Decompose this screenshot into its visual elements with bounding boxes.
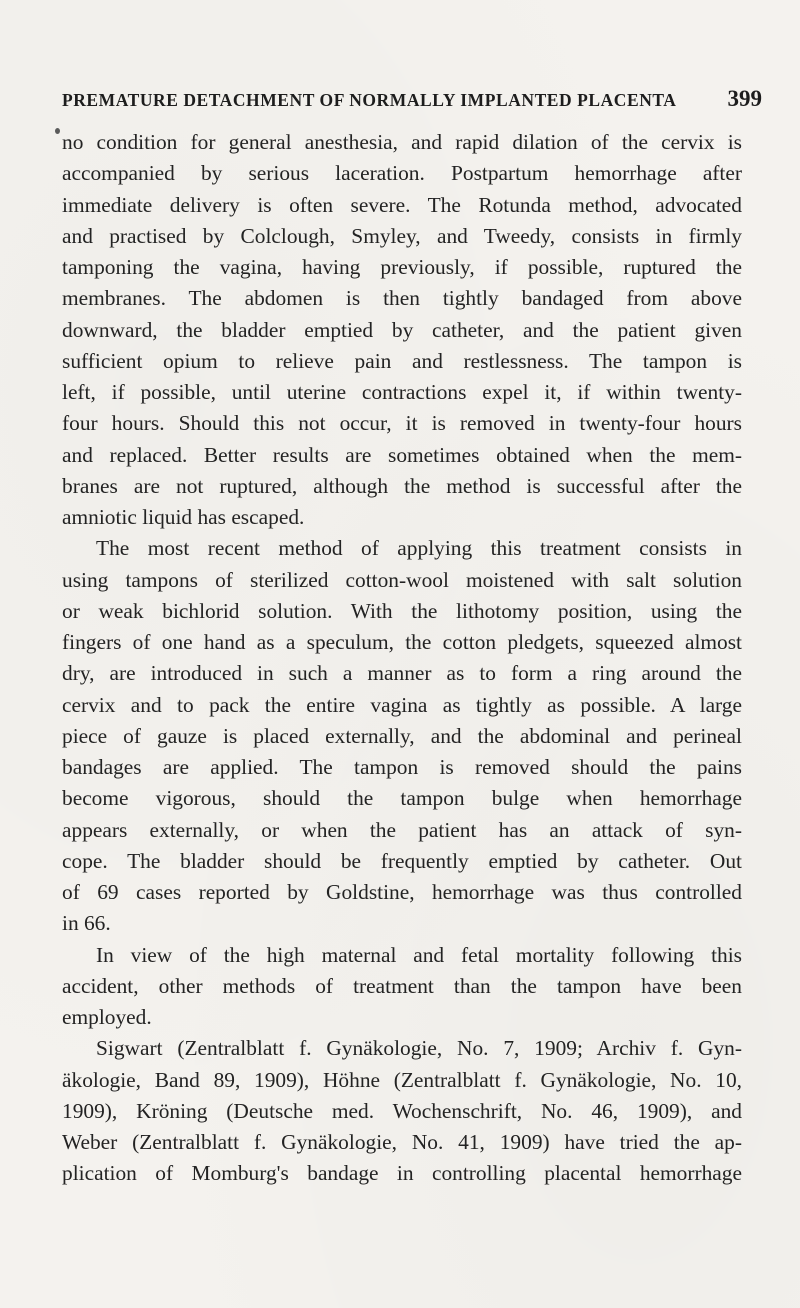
text-line: appears externally, or when the patient has an attack of syn- [62, 817, 742, 842]
text-line: and replaced. Better results are sometimes obtained when the mem- [62, 442, 742, 467]
text-line: 1909), Kröning (Deutsche med. Wochenschrift, No. 46, 1909), and [62, 1098, 742, 1123]
body-text [62, 127, 742, 1190]
text-line: Weber (Zentralblatt f. Gynäkologie, No. 41, 1909) have tried the ap- [62, 1130, 742, 1154]
text-line: of 69 cases reported by Goldstine, hemorrhage was thus controlled [62, 880, 742, 904]
text-line: piece of gauze is placed externally, and the abdominal and perineal [62, 723, 742, 748]
text-line: bandages are applied. The tampon is removed should the pains [62, 755, 742, 779]
text-line: immediate delivery is often severe. The Rotunda method, advocated [62, 192, 742, 217]
text-line: employed. [62, 1005, 152, 1029]
text-line: äkologie, Band 89, 1909), Höhne (Zentralblatt f. Gynäkologie, No. 10, [62, 1067, 742, 1092]
text-line: become vigorous, should the tampon bulge when hemorrhage [62, 786, 742, 811]
text-line: no condition for general anesthesia, and rapid dilation of the cervix is [62, 130, 742, 154]
text-line: amniotic liquid has escaped. [62, 505, 305, 529]
text-line: sufficient opium to relieve pain and restlessness. The tampon is [62, 348, 742, 373]
text-line: plication of Momburg's bandage in controlling placental hemorrhage [62, 1161, 742, 1186]
text-line: The most recent method of applying this treatment consists in [96, 536, 742, 561]
text-line: Sigwart (Zentralblatt f. Gynäkologie, No. 7, 1909; Archiv f. Gyn- [96, 1036, 742, 1061]
text-line: using tampons of sterilized cotton-wool moistened with salt solution [62, 567, 742, 592]
ink-speck [55, 128, 60, 134]
text-line: cope. The bladder should be frequently emptied by catheter. Out [62, 848, 742, 873]
text-line: tamponing the vagina, having previously, if possible, ruptured the [62, 255, 742, 279]
text-line: cervix and to pack the entire vagina as tightly as possible. A large [62, 692, 742, 717]
page-number: 399 [727, 86, 762, 111]
text-line: In view of the high maternal and fetal mortality following this [96, 942, 742, 967]
running-head [62, 86, 762, 118]
text-line: four hours. Should this not occur, it is removed in twenty-four hours [62, 411, 742, 436]
text-line: and practised by Colclough, Smyley, and Tweedy, consists in firmly [62, 223, 742, 248]
running-title: PREMATURE DETACHMENT OF NORMALLY IMPLANTED PLACENTA [62, 90, 677, 110]
text-line: in 66. [62, 911, 111, 936]
text-line: accompanied by serious laceration. Postpartum hemorrhage after [62, 161, 742, 186]
text-line: accident, other methods of treatment than the tampon have been [62, 973, 742, 998]
text-line: or weak bichlorid solution. With the lithotomy position, using the [62, 598, 742, 623]
text-line: fingers of one hand as a speculum, the cotton pledgets, squeezed almost [62, 630, 742, 654]
text-line: branes are not ruptured, although the method is successful after the [62, 473, 742, 498]
text-line: downward, the bladder emptied by catheter, and the patient given [62, 317, 742, 342]
text-line: membranes. The abdomen is then tightly bandaged from above [62, 286, 742, 311]
text-line: dry, are introduced in such a manner as to form a ring around the [62, 661, 742, 686]
text-line: left, if possible, until uterine contractions expel it, if within twenty- [62, 380, 742, 404]
